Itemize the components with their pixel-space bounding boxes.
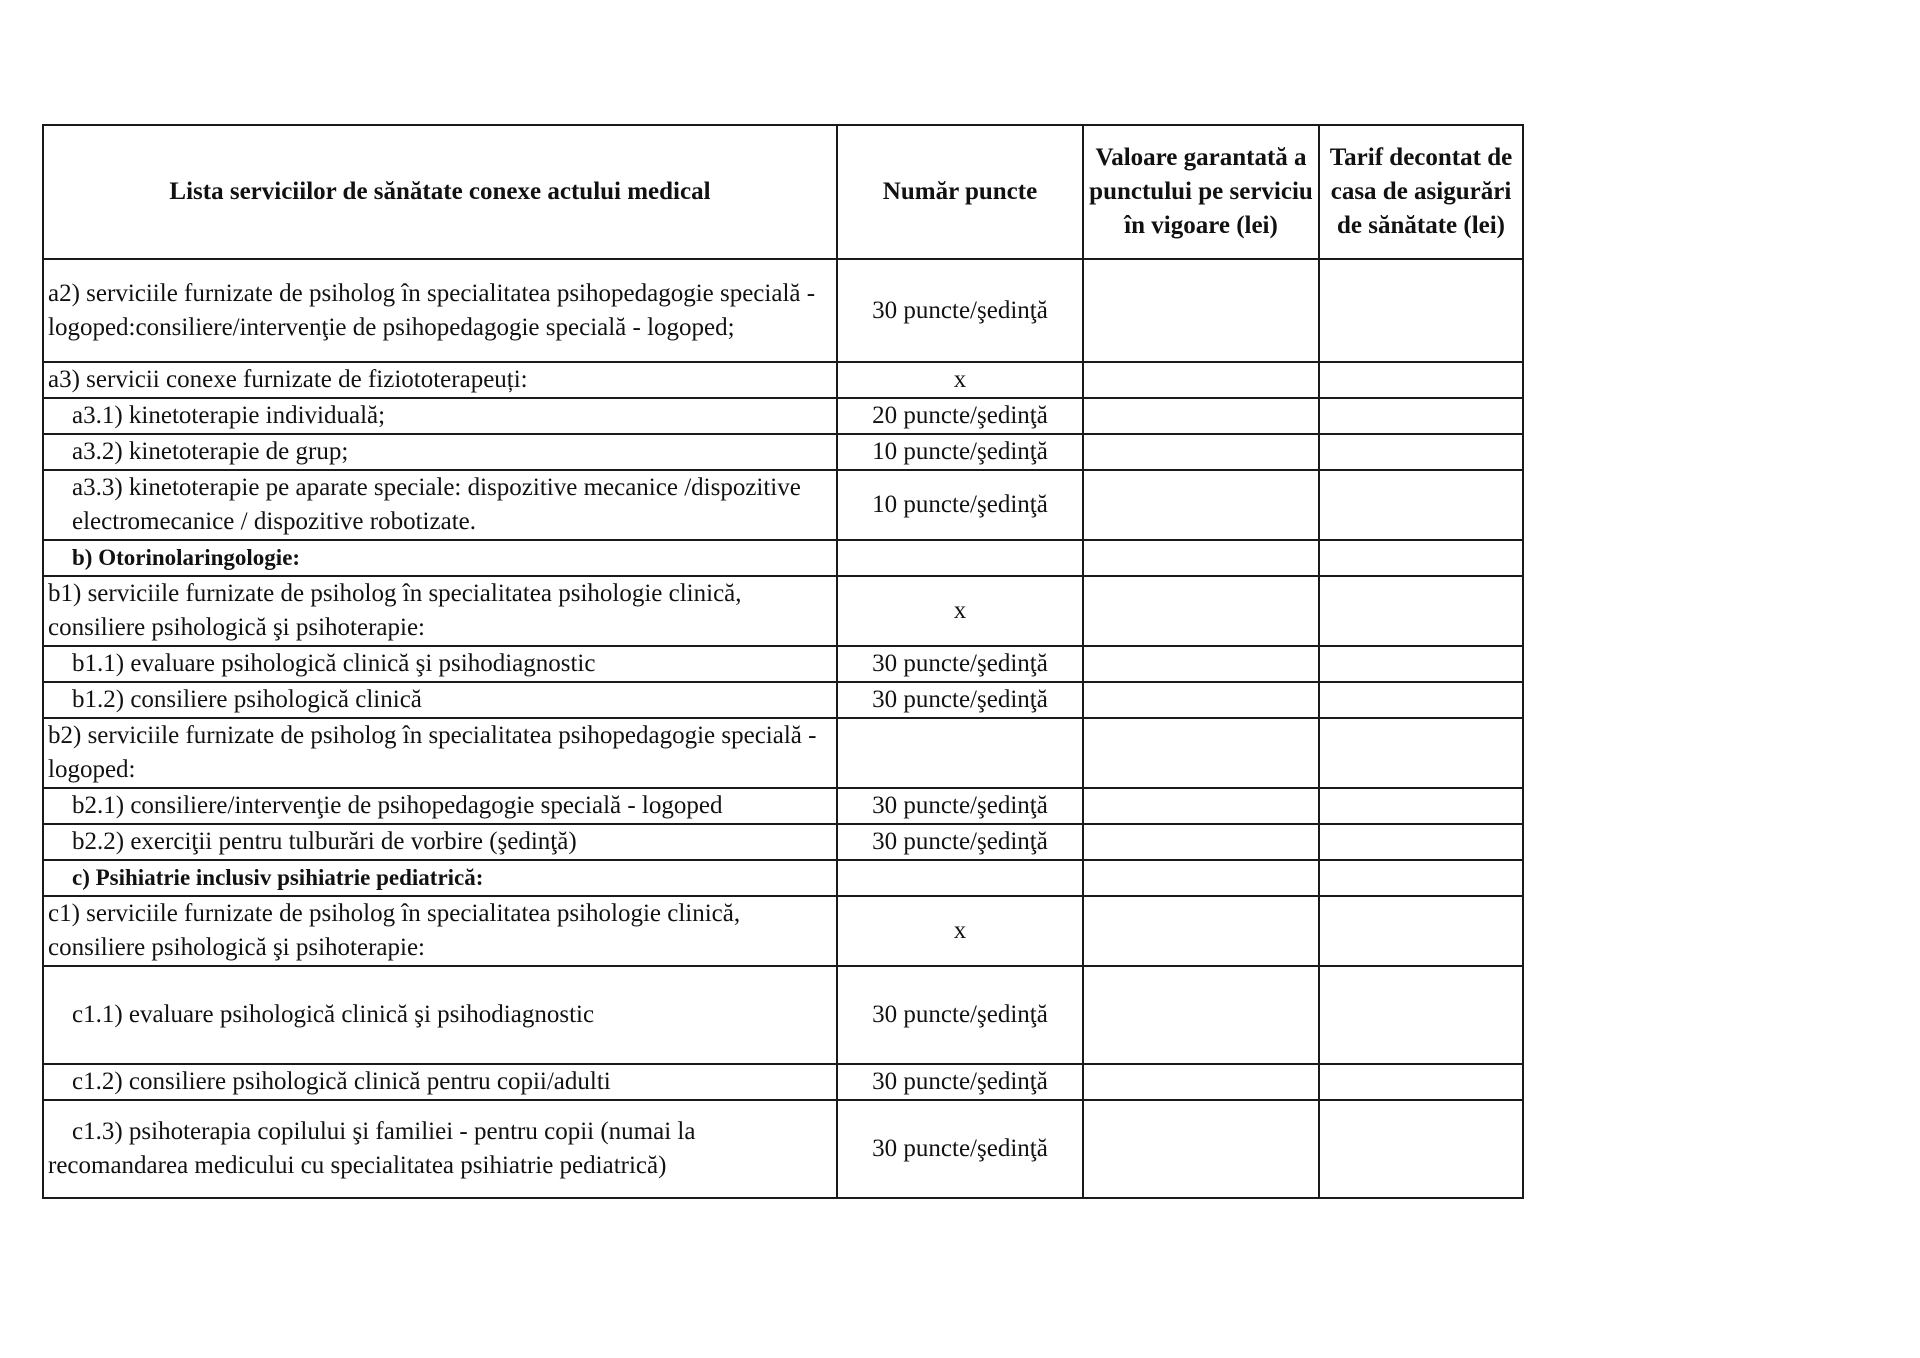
table-row: [43, 1100, 1523, 1198]
service-cell: b1) serviciile furnizate de psiholog în specialitatea psihologie clinică, consiliere psihologică şi psihoterapie:: [43, 576, 837, 646]
service-cell: a2) serviciile furnizate de psiholog în specialitatea psihopedagogie specială - logoped:consiliere/intervenţie de psihopedagogie specială - logoped;: [43, 259, 837, 362]
value-cell: [1083, 1100, 1319, 1198]
header-points: Număr puncte: [837, 125, 1083, 259]
points-cell: 20 puncte/şedinţă: [837, 398, 1083, 434]
table-row: [43, 966, 1523, 1064]
table-row: [43, 259, 1523, 362]
points-cell: [837, 540, 1083, 576]
table-row: [43, 576, 1523, 646]
table-header-row: [43, 125, 1523, 259]
service-cell: c1) serviciile furnizate de psiholog în specialitatea psihologie clinică, consiliere psihologică şi psihoterapie:: [43, 896, 837, 966]
header-tariff: Tarif decontat de casa de asigurări de sănătate (lei): [1319, 125, 1523, 259]
table-row: [43, 682, 1523, 718]
table-row: [43, 646, 1523, 682]
value-cell: [1083, 824, 1319, 860]
tariff-cell: [1319, 1064, 1523, 1100]
table-row: [43, 860, 1523, 896]
header-services: Lista serviciilor de sănătate conexe actului medical: [43, 125, 837, 259]
points-cell: 10 puncte/şedinţă: [837, 470, 1083, 540]
tariff-cell: [1319, 398, 1523, 434]
table-row: [43, 718, 1523, 788]
value-cell: [1083, 682, 1319, 718]
points-cell: [837, 718, 1083, 788]
table-row: [43, 362, 1523, 398]
points-cell: [837, 860, 1083, 896]
value-cell: [1083, 646, 1319, 682]
value-cell: [1083, 576, 1319, 646]
value-cell: [1083, 398, 1319, 434]
tariff-cell: [1319, 860, 1523, 896]
value-cell: [1083, 966, 1319, 1064]
service-cell: a3) servicii conexe furnizate de fiziototerapeuți:: [43, 362, 837, 398]
service-cell: b2.2) exerciţii pentru tulburări de vorbire (şedinţă): [43, 824, 837, 860]
value-cell: [1083, 259, 1319, 362]
value-cell: [1083, 470, 1319, 540]
value-cell: [1083, 434, 1319, 470]
service-cell: b1.2) consiliere psihologică clinică: [43, 682, 837, 718]
table-row: [43, 540, 1523, 576]
service-cell: a3.1) kinetoterapie individuală;: [43, 398, 837, 434]
points-cell: 10 puncte/şedinţă: [837, 434, 1083, 470]
service-section-heading: b) Otorinolaringologie:: [43, 540, 837, 576]
tariff-cell: [1319, 470, 1523, 540]
tariff-cell: [1319, 434, 1523, 470]
points-cell: 30 puncte/şedinţă: [837, 259, 1083, 362]
points-cell: 30 puncte/şedinţă: [837, 1064, 1083, 1100]
tariff-cell: [1319, 576, 1523, 646]
service-cell: b1.1) evaluare psihologică clinică şi psihodiagnostic: [43, 646, 837, 682]
table-row: [43, 434, 1523, 470]
tariff-cell: [1319, 1100, 1523, 1198]
services-table: [42, 124, 1524, 1199]
service-section-heading: c) Psihiatrie inclusiv psihiatrie pediatrică:: [43, 860, 837, 896]
table-row: [43, 1064, 1523, 1100]
points-cell: 30 puncte/şedinţă: [837, 1100, 1083, 1198]
tariff-cell: [1319, 824, 1523, 860]
points-cell: x: [837, 576, 1083, 646]
service-cell: c1.3) psihoterapia copilului şi familiei - pentru copii (numai la recomandarea medicului cu specialitatea psihiatrie pediatrică): [43, 1100, 837, 1198]
tariff-cell: [1319, 788, 1523, 824]
value-cell: [1083, 860, 1319, 896]
table-row: [43, 470, 1523, 540]
table-row: [43, 398, 1523, 434]
tariff-cell: [1319, 362, 1523, 398]
table-row: [43, 896, 1523, 966]
points-cell: x: [837, 896, 1083, 966]
tariff-cell: [1319, 540, 1523, 576]
service-cell: b2) serviciile furnizate de psiholog în specialitatea psihopedagogie specială - logoped:: [43, 718, 837, 788]
points-cell: 30 puncte/şedinţă: [837, 646, 1083, 682]
tariff-cell: [1319, 682, 1523, 718]
tariff-cell: [1319, 259, 1523, 362]
value-cell: [1083, 718, 1319, 788]
points-cell: x: [837, 362, 1083, 398]
header-point-value: Valoare garantată a punctului pe serviciu în vigoare (lei): [1083, 125, 1319, 259]
tariff-cell: [1319, 966, 1523, 1064]
value-cell: [1083, 788, 1319, 824]
tariff-cell: [1319, 646, 1523, 682]
table-row: [43, 824, 1523, 860]
service-cell: c1.2) consiliere psihologică clinică pentru copii/adulti: [43, 1064, 837, 1100]
points-cell: 30 puncte/şedinţă: [837, 824, 1083, 860]
service-cell: c1.1) evaluare psihologică clinică şi psihodiagnostic: [43, 966, 837, 1064]
points-cell: 30 puncte/şedinţă: [837, 788, 1083, 824]
value-cell: [1083, 1064, 1319, 1100]
value-cell: [1083, 540, 1319, 576]
service-cell: a3.2) kinetoterapie de grup;: [43, 434, 837, 470]
tariff-cell: [1319, 896, 1523, 966]
table-row: [43, 788, 1523, 824]
tariff-cell: [1319, 718, 1523, 788]
service-cell: a3.3) kinetoterapie pe aparate speciale: dispozitive mecanice /dispozitive electromecanice / dispozitive robotizate.: [43, 470, 837, 540]
service-cell: b2.1) consiliere/intervenţie de psihopedagogie specială - logoped: [43, 788, 837, 824]
value-cell: [1083, 362, 1319, 398]
points-cell: 30 puncte/şedinţă: [837, 966, 1083, 1064]
points-cell: 30 puncte/şedinţă: [837, 682, 1083, 718]
value-cell: [1083, 896, 1319, 966]
